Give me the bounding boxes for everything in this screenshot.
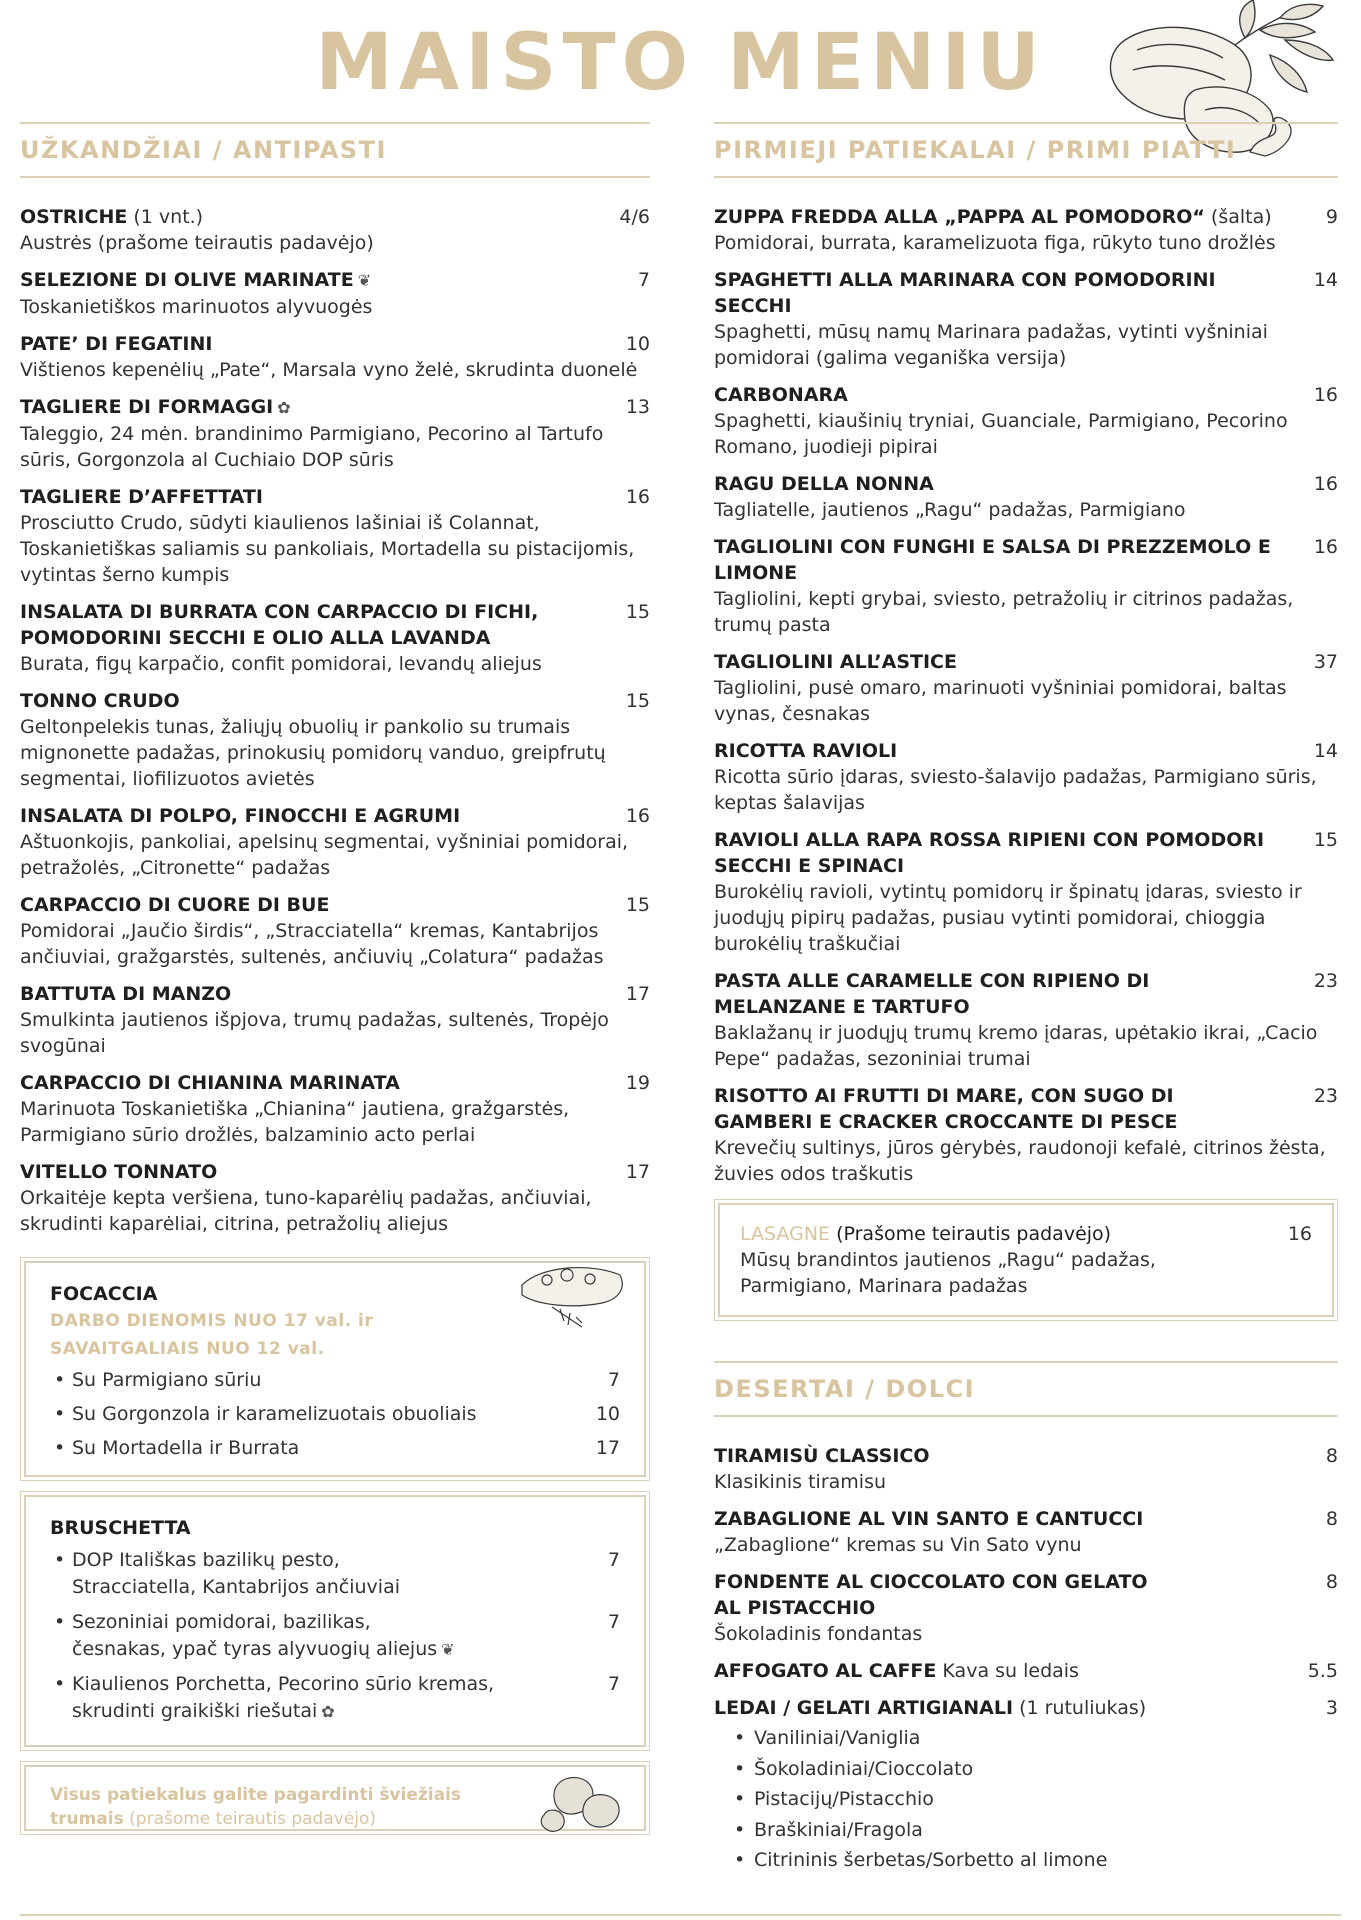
menu-item: FONDENTE AL CIOCCOLATO CON GELATO AL PISTACCHIO 8 Šokoladinis fondantas [714, 1571, 1338, 1645]
item-description: Baklažanų ir juodųjų trumų kremo įdaras, upėtakio ikrai, „Cacio Pepe“ padažas, sezoniniai trumai [714, 1022, 1318, 1070]
item-price: 15 [625, 601, 650, 623]
menu-item: TAGLIOLINI ALL’ASTICE 37 Tagliolini, pusė omaro, marinuoti vyšniniai pomidorai, baltas vynas, česnakas [714, 651, 1338, 725]
menu-item: TAGLIOLINI CON FUNGHI E SALSA DI PREZZEMOLO E LIMONE 16 Tagliolini, kepti grybai, sviesto, petražolių ir citrinos padažas, trumų pasta [714, 536, 1338, 636]
menu-item: RAGU DELLA NONNA 16 Tagliatelle, jautienos „Ragu“ padažas, Parmigiano [714, 473, 1338, 521]
item-description: Tagliolini, pusė omaro, marinuoti vyšniniai pomidorai, baltas vynas, česnakas [714, 677, 1287, 725]
focaccia-list [50, 1367, 620, 1462]
primi-column [714, 122, 1338, 1887]
item-description: Ricotta sūrio įdaras, sviesto-šalavijo padažas, Parmigiano sūris, keptas šalavijas [714, 766, 1317, 814]
primi-heading: PIRMIEJI PATIEKALAI / PRIMI PIATTI [714, 122, 1338, 178]
bruschetta-list [50, 1547, 620, 1725]
item-price: 16 [1313, 536, 1338, 558]
nut-icon: ✿ [277, 398, 291, 417]
menu-item: SELEZIONE DI OLIVE MARINATE ❦ 7 Toskanietiškos marinuotos alyvuogės [20, 269, 650, 318]
menu-item: AFFOGATO AL CAFFE Kava su ledais 5.5 [714, 1660, 1338, 1682]
menu-item: PATE’ DI FEGATINI 10 Vištienos kepenėlių „Pate“, Marsala vyno želė, skrudinta duonelė [20, 333, 650, 381]
item-price: 19 [625, 1072, 650, 1094]
list-item: • Su Gorgonzola ir karamelizuotais obuoliais 10 [50, 1401, 620, 1428]
antipasti-heading: UŽKANDŽIAI / ANTIPASTI [20, 122, 650, 178]
item-price: 9 [1325, 206, 1338, 228]
desserts-heading: DESERTAI / DOLCI [714, 1361, 1338, 1417]
bruschetta-box [24, 1495, 646, 1747]
item-description: Smulkinta jautienos išpjova, trumų padažas, sultenės, Tropėjo svogūnai [20, 1009, 609, 1057]
item-price: 15 [1313, 829, 1338, 851]
item-price: 23 [1313, 1085, 1338, 1107]
menu-item: RICOTTA RAVIOLI 14 Ricotta sūrio įdaras, sviesto-šalavijo padažas, Parmigiano sūris, keptas šalavijas [714, 740, 1338, 814]
item-price: 16 [625, 486, 650, 508]
list-item: • DOP Itališkas bazilikų pesto, Stracciatella, Kantabrijos ančiuviai 7 [50, 1547, 620, 1601]
item-price: 4/6 [619, 206, 650, 228]
item-price: 16 [1313, 473, 1338, 495]
list-item: • Šokoladiniai/Cioccolato [732, 1754, 1338, 1785]
item-description: Marinuota Toskanietiška „Chianina“ jautiena, gražgarstės, Parmigiano sūrio drožlės, balzaminio acto perlai [20, 1098, 570, 1146]
menu-item: TONNO CRUDO 15 Geltonpelekis tunas, žaliųjų obuolių ir pankolio su trumais mignonette padažas, prinokusių pomidorų vanduo, greipfrutų segmentai, liofilizuotos avietės [20, 690, 650, 790]
list-item: • Braškiniai/Fragola [732, 1815, 1338, 1846]
item-description: Spaghetti, kiaušinių tryniai, Guanciale, Parmigiano, Pecorino Romano, juodieji pipirai [714, 410, 1288, 458]
item-description: Orkaitėje kepta veršiena, tuno-kaparėlių padažas, ančiuviai, skrudinti kaparėliai, citrina, petražolių aliejus [20, 1187, 592, 1235]
menu-item: INSALATA DI BURRATA CON CARPACCIO DI FICHI, POMODORINI SECCHI E OLIO ALLA LAVANDA 15 Burata, figų karpačio, confit pomidorai, levandų aliejus [20, 601, 650, 675]
list-item: • Su Mortadella ir Burrata 17 [50, 1435, 620, 1462]
bread-illustration-icon [512, 1245, 630, 1331]
item-description: Tagliatelle, jautienos „Ragu“ padažas, Parmigiano [714, 499, 1186, 521]
item-price: 23 [1313, 970, 1338, 992]
bottom-divider [20, 1914, 1341, 1916]
item-description: Mūsų brandintos jautienos „Ragu“ padažas, Parmigiano, Marinara padažas [740, 1249, 1156, 1297]
item-price: 16 [625, 805, 650, 827]
item-description: Krevečių sultinys, jūros gėrybės, raudonoji kefalė, citrinos žėsta, žuvies odos traškutis [714, 1137, 1326, 1185]
item-description: Geltonpelekis tunas, žaliųjų obuolių ir pankolio su trumais mignonette padažas, prinokusių pomidorų vanduo, greipfrutų segmentai, liofilizuotos avietės [20, 716, 606, 790]
ice-cream-flavors [732, 1723, 1338, 1876]
menu-item: OSTRICHE (1 vnt.) 4/6 Austrės (prašome teirautis padavėjo) [20, 206, 650, 254]
item-price: 37 [1313, 651, 1338, 673]
item-description: Burata, figų karpačio, confit pomidorai, levandų aliejus [20, 653, 542, 675]
desserts-list [714, 1443, 1338, 1876]
list-item: • Citrininis šerbetas/Sorbetto al limone [732, 1845, 1338, 1876]
list-item: • Pistacijų/Pistacchio [732, 1784, 1338, 1815]
item-price: 7 [637, 269, 650, 291]
item-price: 8 [1325, 1445, 1338, 1467]
item-price: 15 [625, 690, 650, 712]
menu-item: TAGLIERE DI FORMAGGI ✿ 13 Taleggio, 24 mėn. brandinimo Parmigiano, Pecorino al Tartufo sūris, Gorgonzola al Cuchiaio DOP sūris [20, 396, 650, 471]
item-price: 16 [1287, 1223, 1312, 1245]
menu-item: INSALATA DI POLPO, FINOCCHI E AGRUMI 16 Aštuonkojis, pankoliai, apelsinų segmentai, vyšniniai pomidorai, petražolės, „Citronette“ padažas [20, 805, 650, 879]
item-price: 14 [1313, 740, 1338, 762]
antipasti-list [20, 204, 650, 1237]
menu-item: RISOTTO AI FRUTTI DI MARE, CON SUGO DI GAMBERI E CRACKER CROCCANTE DI PESCE 23 Krevečių sultinys, jūros gėrybės, raudonoji kefalė, citrinos žėsta, žuvies odos traškutis [714, 1085, 1338, 1185]
item-price: 3 [1325, 1697, 1338, 1719]
list-item: • Kiaulienos Porchetta, Pecorino sūrio kremas, skrudinti graikiški riešutai ✿ 7 [50, 1671, 620, 1725]
leaf-icon: ❦ [441, 1640, 455, 1659]
menu-item: PASTA ALLE CARAMELLE CON RIPIENO DI MELANZANE E TARTUFO 23 Baklažanų ir juodųjų trumų kremo įdaras, upėtakio ikrai, „Cacio Pepe“ padažas, sezoniniai trumai [714, 970, 1338, 1070]
item-price: 5.5 [1307, 1660, 1338, 1682]
item-description: Toskanietiškos marinuotos alyvuogės [20, 296, 373, 318]
item-price: 10 [625, 333, 650, 355]
item-description: Pomidorai „Jaučio širdis“, „Stracciatella“ kremas, Kantabrijos ančiuviai, gražgarstės, sultenės, ančiuvių „Colatura“ padažas [20, 920, 604, 968]
menu-item: SPAGHETTI ALLA MARINARA CON POMODORINI SECCHI 14 Spaghetti, mūsų namų Marinara padažas, vytinti vyšniniai pomidorai (galima veganiška versija) [714, 269, 1338, 369]
item-price: 16 [1313, 384, 1338, 406]
item-description: „Zabaglione“ kremas su Vin Sato vynu [714, 1534, 1082, 1556]
menu-item: LEDAI / GELATI ARTIGIANALI (1 rutuliukas) 3 • Vaniliniai/Vaniglia • Šokoladiniai/Cioccolato • Pistacijų/Pistacchio • Braškiniai/Fragola • Citrininis šerbetas/Sorbetto al limone [714, 1695, 1338, 1876]
item-description: Šokoladinis fondantas [714, 1623, 923, 1645]
truffle-note: Visus patiekalus galite pagardinti šviežiais trumais (prašome teirautis padavėjo) [50, 1785, 462, 1829]
menu-item: BATTUTA DI MANZO 17 Smulkinta jautienos išpjova, trumų padažas, sultenės, Tropėjo svogūnai [20, 983, 650, 1057]
page-title: MAISTO MENIU [315, 18, 1046, 108]
item-description: Aštuonkojis, pankoliai, apelsinų segmentai, vyšniniai pomidorai, petražolės, „Citronette“ padažas [20, 831, 629, 879]
menu-item: CARPACCIO DI CHIANINA MARINATA 19 Marinuota Toskanietiška „Chianina“ jautiena, gražgarstės, Parmigiano sūrio drožlės, balzaminio acto perlai [20, 1072, 650, 1146]
item-price: 17 [625, 1161, 650, 1183]
item-price: 8 [1325, 1571, 1338, 1593]
menu-item: TIRAMISÙ CLASSICO 8 Klasikinis tiramisu [714, 1445, 1338, 1493]
focaccia-hours-2: SAVAITGALIAIS NUO 12 val. [50, 1339, 325, 1359]
list-item: • Su Parmigiano sūriu 7 [50, 1367, 620, 1394]
menu-item: ZABAGLIONE AL VIN SANTO E CANTUCCI 8 „Zabaglione“ kremas su Vin Sato vynu [714, 1508, 1338, 1556]
item-description: Tagliolini, kepti grybai, sviesto, petražolių ir citrinos padažas, trumų pasta [714, 588, 1294, 636]
item-price: 14 [1313, 269, 1338, 291]
item-description: Taleggio, 24 mėn. brandinimo Parmigiano, Pecorino al Tartufo sūris, Gorgonzola al Cuchiaio DOP sūris [20, 423, 604, 471]
list-item: • Sezoniniai pomidorai, bazilikas, česnakas, ypač tyras alyvuogių aliejus ❦ 7 [50, 1609, 620, 1663]
item-description: Prosciutto Crudo, sūdyti kiaulienos lašiniai iš Colannat, Toskanietiškas saliamis su pankoliais, Mortadella su pistacijomis, vytintas šerno kumpis [20, 512, 635, 586]
nut-icon: ✿ [321, 1702, 335, 1721]
item-description: Burokėlių ravioli, vytintų pomidorų ir špinatų įdaras, sviesto ir juodųjų pipirų padažas, pusiau vytinti pomidorai, chioggia burokėlių traškučiai [714, 881, 1302, 955]
item-description: Vištienos kepenėlių „Pate“, Marsala vyno želė, skrudinta duonelė [20, 359, 638, 381]
menu-item: RAVIOLI ALLA RAPA ROSSA RIPIENI CON POMODORI SECCHI E SPINACI 15 Burokėlių ravioli, vytintų pomidorų ir špinatų įdaras, sviesto ir juodųjų pipirų padažas, pusiau vytinti pomidorai, chioggia burokėlių traškučiai [714, 829, 1338, 955]
lasagne-name: LASAGNE [740, 1223, 831, 1245]
menu-item: ZUPPA FREDDA ALLA „PAPPA AL POMODORO“ (šalta) 9 Pomidorai, burrata, karamelizuota figa, rūkyto tuno drožlės [714, 206, 1338, 254]
item-price: 13 [625, 396, 650, 418]
menu-item: VITELLO TONNATO 17 Orkaitėje kepta veršiena, tuno-kaparėlių padažas, ančiuviai, skrudinti kaparėliai, citrina, petražolių aliejus [20, 1161, 650, 1235]
focaccia-box [24, 1261, 646, 1477]
leaf-icon: ❦ [357, 271, 372, 290]
truffle-box [24, 1765, 646, 1831]
menu-item: TAGLIERE D’AFFETTATI 16 Prosciutto Crudo, sūdyti kiaulienos lašiniai iš Colannat, Toskanietiškas saliamis su pankoliais, Mortadella su pistacijomis, vytintas šerno kumpis [20, 486, 650, 586]
bruschetta-title: BRUSCHETTA [50, 1517, 191, 1539]
item-price: 8 [1325, 1508, 1338, 1530]
item-description: Pomidorai, burrata, karamelizuota figa, rūkyto tuno drožlės [714, 232, 1276, 254]
list-item: • Vaniliniai/Vaniglia [732, 1723, 1338, 1754]
antipasti-column [20, 122, 650, 1831]
item-price: 17 [625, 983, 650, 1005]
item-description: Spaghetti, mūsų namų Marinara padažas, vytinti vyšniniai pomidorai (galima veganiška versija) [714, 321, 1268, 369]
menu-item: CARPACCIO DI CUORE DI BUE 15 Pomidorai „Jaučio širdis“, „Stracciatella“ kremas, Kantabrijos ančiuviai, gražgarstės, sultenės, ančiuvių „Colatura“ padažas [20, 894, 650, 968]
menu-item: CARBONARA 16 Spaghetti, kiaušinių tryniai, Guanciale, Parmigiano, Pecorino Romano, juodieji pipirai [714, 384, 1338, 458]
item-description: Klasikinis tiramisu [714, 1471, 887, 1493]
item-description: Austrės (prašome teirautis padavėjo) [20, 232, 374, 254]
truffle-illustration-icon [534, 1765, 628, 1841]
primi-list [714, 204, 1338, 1187]
focaccia-hours-1: DARBO DIENOMIS NUO 17 val. ir [50, 1311, 374, 1331]
focaccia-title: FOCACCIA [50, 1283, 158, 1305]
lasagne-box: LASAGNE (Prašome teirautis padavėjo) 16 Mūsų brandintos jautienos „Ragu“ padažas, Parmigiano, Marinara padažas [718, 1203, 1334, 1317]
item-price: 15 [625, 894, 650, 916]
